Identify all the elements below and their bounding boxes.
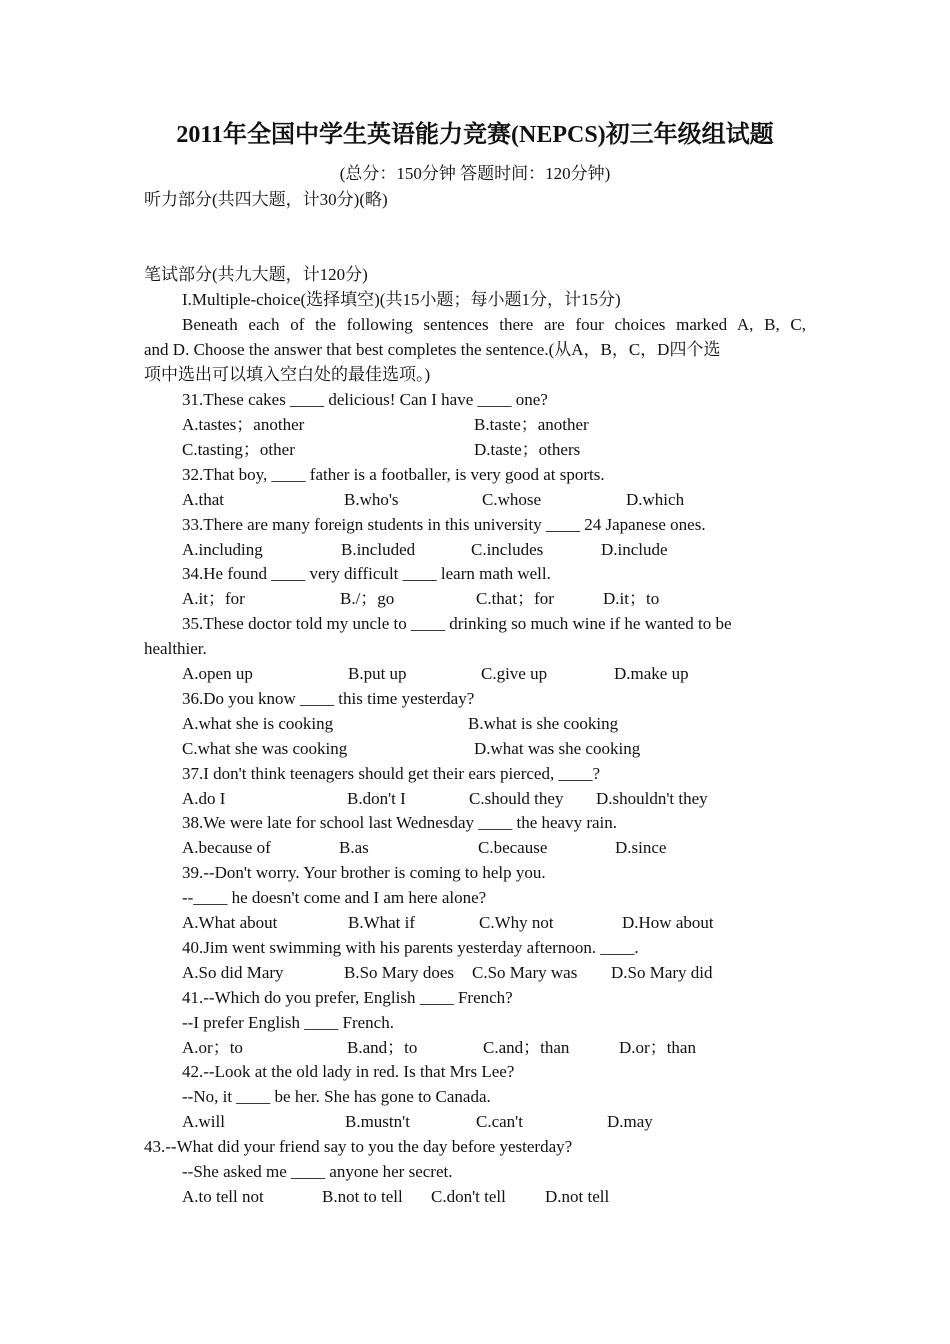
question-32-stem: 32.That boy, ____ father is a footballer, is very good at sports. [182,465,605,484]
instruction-line-1: Beneath each of the following sentences there are four choices marked A, B, C, [182,315,806,334]
question-39-reply: --____ he doesn't come and I am here alone? [182,888,487,907]
q42-option-b: B.mustn't [345,1112,410,1131]
q43-option-d: D.not tell [545,1187,610,1206]
q35-option-b: B.put up [348,664,407,683]
q43-option-c: C.don't tell [431,1187,506,1206]
q39-option-a: A.What about [182,913,278,932]
q39-option-c: C.Why not [479,913,554,932]
q42-option-a: A.will [182,1112,225,1131]
question-43-reply: --She asked me ____ anyone her secret. [182,1162,453,1181]
q36-option-b: B.what is she cooking [468,714,619,733]
question-31-stem: 31.These cakes ____ delicious! Can I have ____ one? [182,390,548,409]
q34-option-a: A.it；for [182,589,245,608]
section-heading: I.Multiple-choice(选择填空)(共15小题；每小题1分，计15分) [182,290,621,309]
q41-option-b: B.and；to [347,1038,418,1057]
q42-option-d: D.may [607,1112,653,1131]
q40-option-b: B.So Mary does [344,963,455,982]
q39-option-d: D.How about [622,913,714,932]
q41-option-a: A.or；to [182,1038,243,1057]
q34-option-c: C.that；for [476,589,554,608]
question-39-stem: 39.--Don't worry. Your brother is coming to help you. [182,863,546,882]
q41-option-c: C.and；than [483,1038,570,1057]
q31-option-c: C.tasting；other [182,440,295,459]
question-35-stem-cont: healthier. [144,639,207,658]
q40-option-a: A.So did Mary [182,963,284,982]
q43-option-a: A.to tell not [182,1187,264,1206]
question-34-stem: 34.He found ____ very difficult ____ learn math well. [182,564,551,583]
page-title: 2011年全国中学生英语能力竞赛(NEPCS)初三年级组试题 [176,122,774,148]
question-36-stem: 36.Do you know ____ this time yesterday? [182,689,475,708]
q35-option-c: C.give up [481,664,548,683]
question-33-stem: 33.There are many foreign students in this university ____ 24 Japanese ones. [182,515,706,534]
q31-option-a: A.tastes；another [182,415,305,434]
q31-option-d: D.taste；others [474,440,581,459]
q40-option-c: C.So Mary was [472,963,578,982]
exam-info: (总分：150分钟 答题时间：120分钟) [339,164,611,183]
q43-option-b: B.not to tell [322,1187,403,1206]
q34-option-b: B./；go [340,589,395,608]
q39-option-b: B.What if [348,913,416,932]
q38-option-b: B.as [339,838,369,857]
question-41-stem: 41.--Which do you prefer, English ____ French? [182,988,513,1007]
q37-option-b: B.don't I [347,789,406,808]
q38-option-a: A.because of [182,838,271,857]
q37-option-d: D.shouldn't they [596,789,708,808]
q33-option-d: D.include [601,540,668,559]
instruction-line-3: 项中选出可以填入空白处的最佳选项。) [144,365,431,384]
question-40-stem: 40.Jim went swimming with his parents yesterday afternoon. ____. [182,938,639,957]
q37-option-c: C.should they [469,789,564,808]
q32-option-b: B.who's [344,490,399,509]
q40-option-d: D.So Mary did [611,963,713,982]
q34-option-d: D.it；to [603,589,660,608]
question-42-stem: 42.--Look at the old lady in red. Is that Mrs Lee? [182,1062,515,1081]
question-37-stem: 37.I don't think teenagers should get their ears pierced, ____? [182,764,601,783]
q35-option-a: A.open up [182,664,253,683]
q37-option-a: A.do I [182,789,226,808]
question-43-stem: 43.--What did your friend say to you the day before yesterday? [144,1137,573,1156]
q33-option-b: B.included [341,540,416,559]
question-35-stem: 35.These doctor told my uncle to ____ drinking so much wine if he wanted to be [182,614,732,633]
listening-note: 听力部分(共四大题，计30分)(略) [144,190,388,209]
q41-option-d: D.or；than [619,1038,696,1057]
q42-option-c: C.can't [476,1112,523,1131]
question-38-stem: 38.We were late for school last Wednesday ____ the heavy rain. [182,813,618,832]
q38-option-c: C.because [478,838,548,857]
question-42-reply: --No, it ____ be her. She has gone to Canada. [182,1087,491,1106]
q35-option-d: D.make up [614,664,689,683]
q36-option-c: C.what she was cooking [182,739,348,758]
q31-option-b: B.taste；another [474,415,589,434]
q36-option-d: D.what was she cooking [474,739,641,758]
q32-option-d: D.which [626,490,685,509]
q33-option-a: A.including [182,540,263,559]
q38-option-d: D.since [615,838,667,857]
q33-option-c: C.includes [471,540,544,559]
q32-option-c: C.whose [482,490,542,509]
q36-option-a: A.what she is cooking [182,714,334,733]
written-note: 笔试部分(共九大题，计120分) [144,265,368,284]
instruction-line-2: and D. Choose the answer that best completes the sentence.(从A，B，C，D四个选 [144,340,721,359]
question-41-reply: --I prefer English ____ French. [182,1013,394,1032]
q32-option-a: A.that [182,490,225,509]
